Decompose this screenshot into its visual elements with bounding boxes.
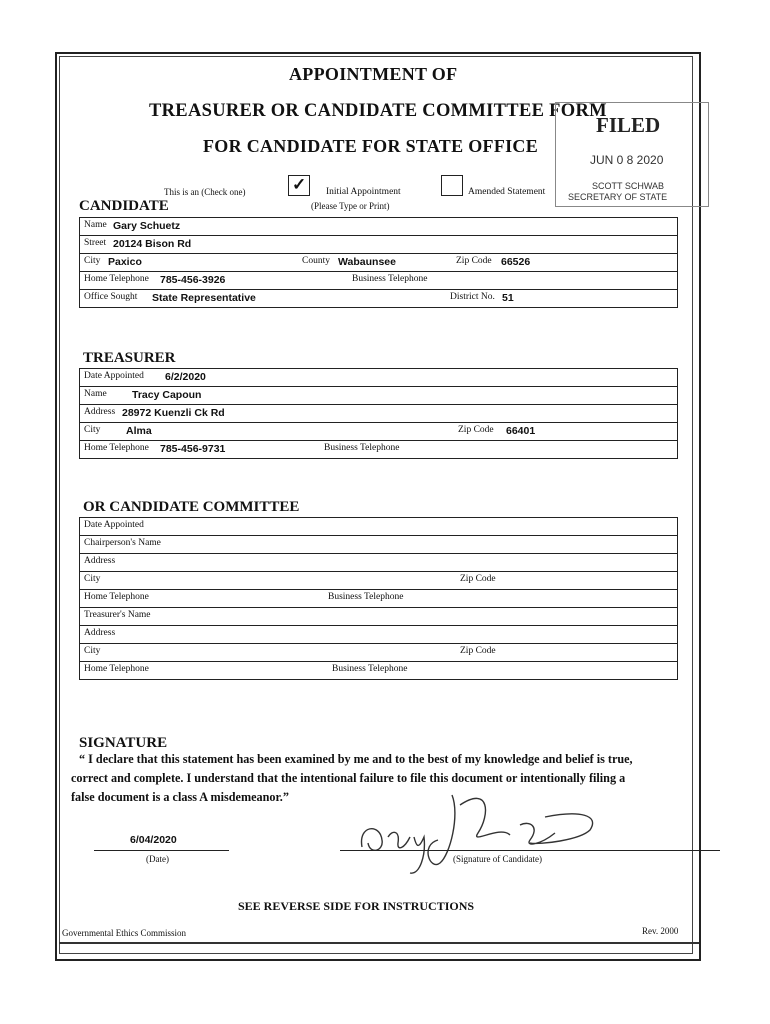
- treasurer-name-row: [80, 387, 677, 405]
- stamp-office: SECRETARY OF STATE: [568, 192, 668, 202]
- committee-home-tel-label: Home Telephone: [84, 592, 149, 602]
- revision-label: Rev. 2000: [642, 926, 679, 936]
- candidate-street-label: Street: [84, 238, 107, 248]
- amended-statement-label: Amended Statement: [468, 187, 546, 197]
- candidate-district-label: District No.: [450, 292, 495, 302]
- signature-caption: (Signature of Candidate): [453, 854, 542, 864]
- candidate-heading: CANDIDATE: [79, 198, 169, 214]
- committee-phone-row: [80, 590, 677, 608]
- candidate-table: [79, 217, 678, 308]
- committee-heading: OR CANDIDATE COMMITTEE: [83, 499, 300, 515]
- committee-city-row: [80, 572, 677, 590]
- committee-zip2-label: Zip Code: [460, 646, 496, 656]
- title-line-1: APPOINTMENT OF: [289, 64, 458, 84]
- filed-stamp: [555, 102, 709, 207]
- agency-name: Governmental Ethics Commission: [62, 928, 186, 938]
- signature-date-value[interactable]: 6/04/2020: [130, 834, 177, 846]
- treasurer-heading: TREASURER: [83, 350, 176, 366]
- treasurer-zip-label: Zip Code: [458, 425, 494, 435]
- candidate-zip-label: Zip Code: [456, 256, 492, 266]
- candidate-county-value[interactable]: Wabaunsee: [338, 256, 396, 268]
- candidate-district-value[interactable]: 51: [502, 292, 514, 304]
- declaration-line-1: “ I declare that this statement has been examined by me and to the best of my knowledge and belief is true,: [79, 752, 633, 766]
- declaration-line-2: correct and complete. I understand that the intentional failure to file this document or intentionally filing a: [71, 771, 626, 785]
- committee-treasurer-label: Treasurer's Name: [84, 610, 151, 620]
- treasurer-name-label: Name: [84, 389, 107, 399]
- committee-chair-row: [80, 536, 677, 554]
- candidate-city-value[interactable]: Paxico: [108, 256, 142, 268]
- treasurer-phone-row: [80, 441, 677, 459]
- declaration-line-3: false document is a class A misdemeanor.”: [71, 790, 289, 804]
- candidate-phone-row: [80, 272, 677, 290]
- title-line-2: TREASURER OR CANDIDATE COMMITTEE FORM: [149, 101, 607, 121]
- check-prefix: This is an (Check one): [164, 187, 246, 197]
- treasurer-zip-value[interactable]: 66401: [506, 425, 536, 437]
- committee-zip-label: Zip Code: [460, 574, 496, 584]
- candidate-street-value[interactable]: 20124 Bison Rd: [113, 238, 192, 250]
- amended-checkbox[interactable]: [441, 175, 463, 196]
- candidate-name-row: [80, 218, 677, 236]
- candidate-office-label: Office Sought: [84, 292, 138, 302]
- committee-city2-label: City: [84, 646, 101, 656]
- treasurer-address-row: [80, 405, 677, 423]
- committee-address-row: [80, 554, 677, 572]
- initial-checkbox[interactable]: [288, 175, 310, 196]
- title-line-3: FOR CANDIDATE FOR STATE OFFICE: [203, 136, 539, 156]
- treasurer-name-value[interactable]: Tracy Capoun: [132, 389, 202, 401]
- treasurer-date-value[interactable]: 6/2/2020: [165, 371, 206, 383]
- candidate-city-row: [80, 254, 677, 272]
- candidate-name-label: Name: [84, 220, 107, 230]
- treasurer-city-row: [80, 423, 677, 441]
- committee-treasurer-row: [80, 608, 677, 626]
- treasurer-address-label: Address: [84, 407, 116, 417]
- treasurer-date-row: [80, 369, 677, 387]
- date-line: [94, 850, 229, 851]
- treasurer-table: [79, 368, 678, 459]
- treasurer-address-value[interactable]: 28972 Kuenzli Ck Rd: [122, 407, 225, 419]
- stamp-name: SCOTT SCHWAB: [592, 181, 665, 191]
- committee-table: [79, 517, 678, 680]
- committee-chair-label: Chairperson's Name: [84, 538, 161, 548]
- stamp-date: JUN 0 8 2020: [590, 153, 664, 167]
- candidate-zip-value[interactable]: 66526: [501, 256, 531, 268]
- committee-date-row: [80, 518, 677, 536]
- candidate-bus-tel-label: Business Telephone: [352, 274, 428, 284]
- candidate-home-tel-value[interactable]: 785-456-3926: [160, 274, 226, 286]
- candidate-home-tel-label: Home Telephone: [84, 274, 149, 284]
- treasurer-date-label: Date Appointed: [84, 371, 144, 381]
- footer-rule: [59, 942, 699, 944]
- candidate-office-value[interactable]: State Representative: [152, 292, 256, 304]
- type-or-print-note: (Please Type or Print): [311, 201, 390, 211]
- initial-appointment-label: Initial Appointment: [326, 187, 401, 197]
- treasurer-bus-tel-label: Business Telephone: [324, 443, 400, 453]
- committee-home-tel2-label: Home Telephone: [84, 664, 149, 674]
- committee-address2-row: [80, 626, 677, 644]
- committee-phone2-row: [80, 662, 677, 680]
- instructions-note: SEE REVERSE SIDE FOR INSTRUCTIONS: [238, 899, 475, 913]
- date-caption: (Date): [146, 854, 169, 864]
- committee-city-label: City: [84, 574, 101, 584]
- candidate-city-label: City: [84, 256, 101, 266]
- treasurer-home-tel-value[interactable]: 785-456-9731: [160, 443, 226, 455]
- treasurer-city-value[interactable]: Alma: [126, 425, 152, 437]
- candidate-name-value[interactable]: Gary Schuetz: [113, 220, 181, 232]
- treasurer-home-tel-label: Home Telephone: [84, 443, 149, 453]
- committee-address2-label: Address: [84, 628, 116, 638]
- candidate-office-row: [80, 290, 677, 308]
- candidate-street-row: [80, 236, 677, 254]
- signature-heading: SIGNATURE: [79, 735, 168, 751]
- committee-bus-tel2-label: Business Telephone: [332, 664, 408, 674]
- committee-bus-tel-label: Business Telephone: [328, 592, 404, 602]
- committee-city2-row: [80, 644, 677, 662]
- committee-date-label: Date Appointed: [84, 520, 144, 530]
- check-mark-icon: ✓: [292, 175, 307, 194]
- signature-line: [340, 850, 720, 851]
- treasurer-city-label: City: [84, 425, 101, 435]
- stamp-filed: FILED: [596, 113, 661, 137]
- candidate-signature-graphic: [340, 785, 640, 880]
- candidate-county-label: County: [302, 256, 330, 266]
- committee-address-label: Address: [84, 556, 116, 566]
